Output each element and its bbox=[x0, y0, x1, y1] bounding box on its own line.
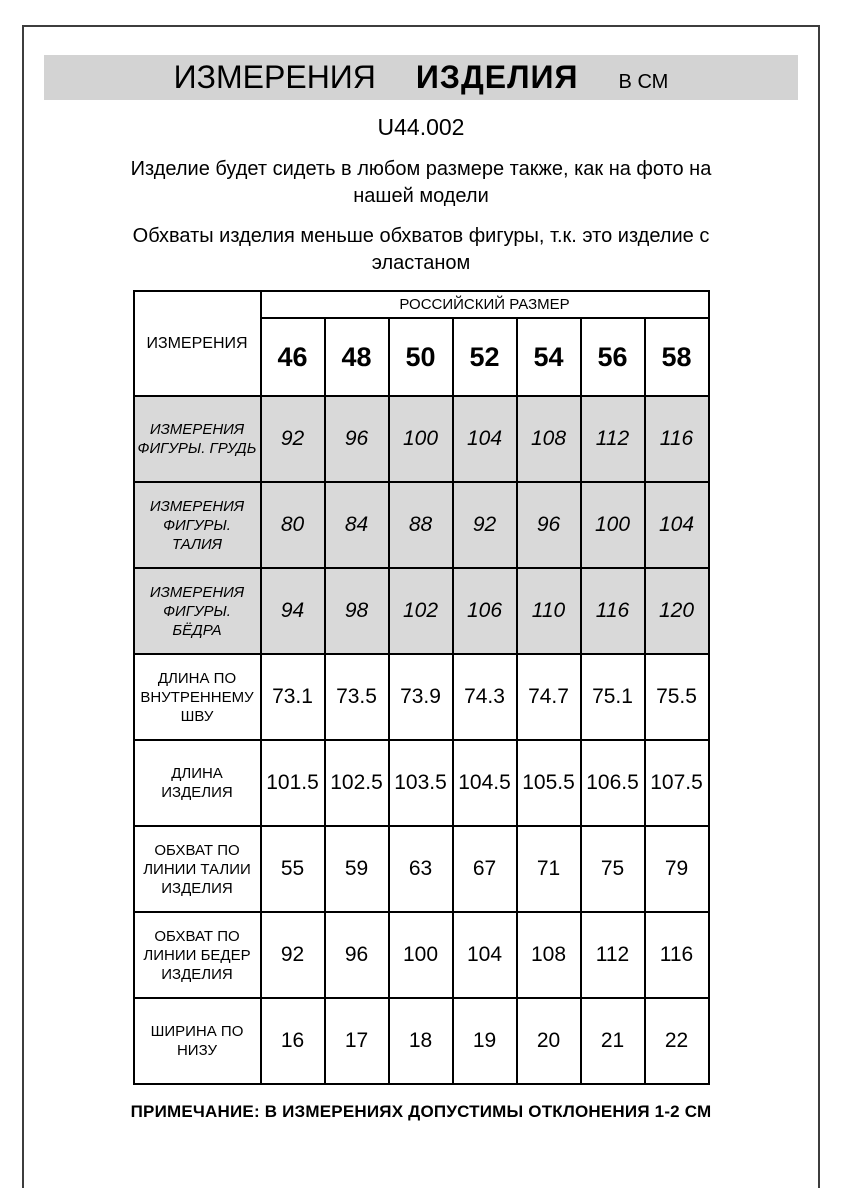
size-table bbox=[133, 290, 710, 1085]
size-header-cell: 56 bbox=[581, 318, 645, 396]
value-cell: 104 bbox=[453, 396, 517, 482]
value-cell: 73.5 bbox=[325, 654, 389, 740]
value-cell: 102 bbox=[389, 568, 453, 654]
value-cell: 17 bbox=[325, 998, 389, 1084]
size-header-cell: 46 bbox=[261, 318, 325, 396]
value-cell: 96 bbox=[517, 482, 581, 568]
title-unit: В СМ bbox=[618, 71, 669, 93]
table-body bbox=[134, 396, 709, 1084]
value-cell: 59 bbox=[325, 826, 389, 912]
value-cell: 88 bbox=[389, 482, 453, 568]
value-cell: 106 bbox=[453, 568, 517, 654]
row-label: ИЗМЕРЕНИЯ ФИГУРЫ. БЁДРА bbox=[134, 568, 261, 654]
value-cell: 71 bbox=[517, 826, 581, 912]
value-cell: 67 bbox=[453, 826, 517, 912]
value-cell: 100 bbox=[581, 482, 645, 568]
row-label: ОБХВАТ ПО ЛИНИИ БЕДЕР ИЗДЕЛИЯ bbox=[134, 912, 261, 998]
row-label: ДЛИНА ИЗДЕЛИЯ bbox=[134, 740, 261, 826]
value-cell: 104 bbox=[645, 482, 709, 568]
value-cell: 73.1 bbox=[261, 654, 325, 740]
value-cell: 120 bbox=[645, 568, 709, 654]
value-cell: 110 bbox=[517, 568, 581, 654]
size-header-cell: 58 bbox=[645, 318, 709, 396]
value-cell: 112 bbox=[581, 396, 645, 482]
value-cell: 18 bbox=[389, 998, 453, 1084]
row-label: ДЛИНА ПО ВНУТРЕННЕМУ ШВУ bbox=[134, 654, 261, 740]
value-cell: 80 bbox=[261, 482, 325, 568]
table-row bbox=[134, 568, 709, 654]
value-cell: 21 bbox=[581, 998, 645, 1084]
value-cell: 116 bbox=[581, 568, 645, 654]
group-header-cell: РОССИЙСКИЙ РАЗМЕР bbox=[261, 291, 709, 318]
value-cell: 104.5 bbox=[453, 740, 517, 826]
value-cell: 108 bbox=[517, 912, 581, 998]
title-measurements: ИЗМЕРЕНИЯ bbox=[173, 59, 376, 95]
value-cell: 103.5 bbox=[389, 740, 453, 826]
value-cell: 92 bbox=[261, 396, 325, 482]
table-row bbox=[134, 826, 709, 912]
product-code: U44.002 bbox=[377, 114, 465, 140]
size-header-cell: 48 bbox=[325, 318, 389, 396]
value-cell: 104 bbox=[453, 912, 517, 998]
value-cell: 98 bbox=[325, 568, 389, 654]
row-label: ИЗМЕРЕНИЯ ФИГУРЫ. ТАЛИЯ bbox=[134, 482, 261, 568]
elastane-note-paragraph: Обхваты изделия меньше обхватов фигуры, т.к. это изделие с эластаном bbox=[132, 225, 710, 274]
row-label: ИЗМЕРЕНИЯ ФИГУРЫ. ГРУДЬ bbox=[134, 396, 261, 482]
value-cell: 96 bbox=[325, 396, 389, 482]
value-cell: 20 bbox=[517, 998, 581, 1084]
table-row bbox=[134, 396, 709, 482]
value-cell: 92 bbox=[453, 482, 517, 568]
value-cell: 106.5 bbox=[581, 740, 645, 826]
page-frame bbox=[22, 25, 820, 1188]
value-cell: 75.5 bbox=[645, 654, 709, 740]
value-cell: 108 bbox=[517, 396, 581, 482]
table-row bbox=[134, 912, 709, 998]
value-cell: 100 bbox=[389, 912, 453, 998]
size-header-cell: 54 bbox=[517, 318, 581, 396]
value-cell: 96 bbox=[325, 912, 389, 998]
row-label: ШИРИНА ПО НИЗУ bbox=[134, 998, 261, 1084]
value-cell: 101.5 bbox=[261, 740, 325, 826]
fit-note-paragraph: Изделие будет сидеть в любом размере также, как на фото на нашей модели bbox=[130, 158, 712, 207]
size-header-cell: 50 bbox=[389, 318, 453, 396]
group-header-row bbox=[134, 291, 709, 318]
value-cell: 55 bbox=[261, 826, 325, 912]
title-band bbox=[44, 55, 798, 100]
value-cell: 75.1 bbox=[581, 654, 645, 740]
value-cell: 92 bbox=[261, 912, 325, 998]
value-cell: 84 bbox=[325, 482, 389, 568]
value-cell: 16 bbox=[261, 998, 325, 1084]
value-cell: 19 bbox=[453, 998, 517, 1084]
value-cell: 102.5 bbox=[325, 740, 389, 826]
value-cell: 74.3 bbox=[453, 654, 517, 740]
title-product: ИЗДЕЛИЯ bbox=[415, 59, 579, 95]
value-cell: 116 bbox=[645, 396, 709, 482]
table-row bbox=[134, 482, 709, 568]
value-cell: 73.9 bbox=[389, 654, 453, 740]
value-cell: 112 bbox=[581, 912, 645, 998]
size-header-cell: 52 bbox=[453, 318, 517, 396]
value-cell: 22 bbox=[645, 998, 709, 1084]
table-row bbox=[134, 654, 709, 740]
value-cell: 105.5 bbox=[517, 740, 581, 826]
value-cell: 75 bbox=[581, 826, 645, 912]
tolerance-note: ПРИМЕЧАНИЕ: В ИЗМЕРЕНИЯХ ДОПУСТИМЫ ОТКЛОНЕНИЯ 1-2 СМ bbox=[130, 1102, 712, 1121]
value-cell: 94 bbox=[261, 568, 325, 654]
value-cell: 63 bbox=[389, 826, 453, 912]
value-cell: 79 bbox=[645, 826, 709, 912]
table-row bbox=[134, 740, 709, 826]
value-cell: 100 bbox=[389, 396, 453, 482]
corner-label-cell: ИЗМЕРЕНИЯ bbox=[134, 291, 261, 396]
value-cell: 107.5 bbox=[645, 740, 709, 826]
value-cell: 116 bbox=[645, 912, 709, 998]
table-row bbox=[134, 998, 709, 1084]
row-label: ОБХВАТ ПО ЛИНИИ ТАЛИИ ИЗДЕЛИЯ bbox=[134, 826, 261, 912]
value-cell: 74.7 bbox=[517, 654, 581, 740]
